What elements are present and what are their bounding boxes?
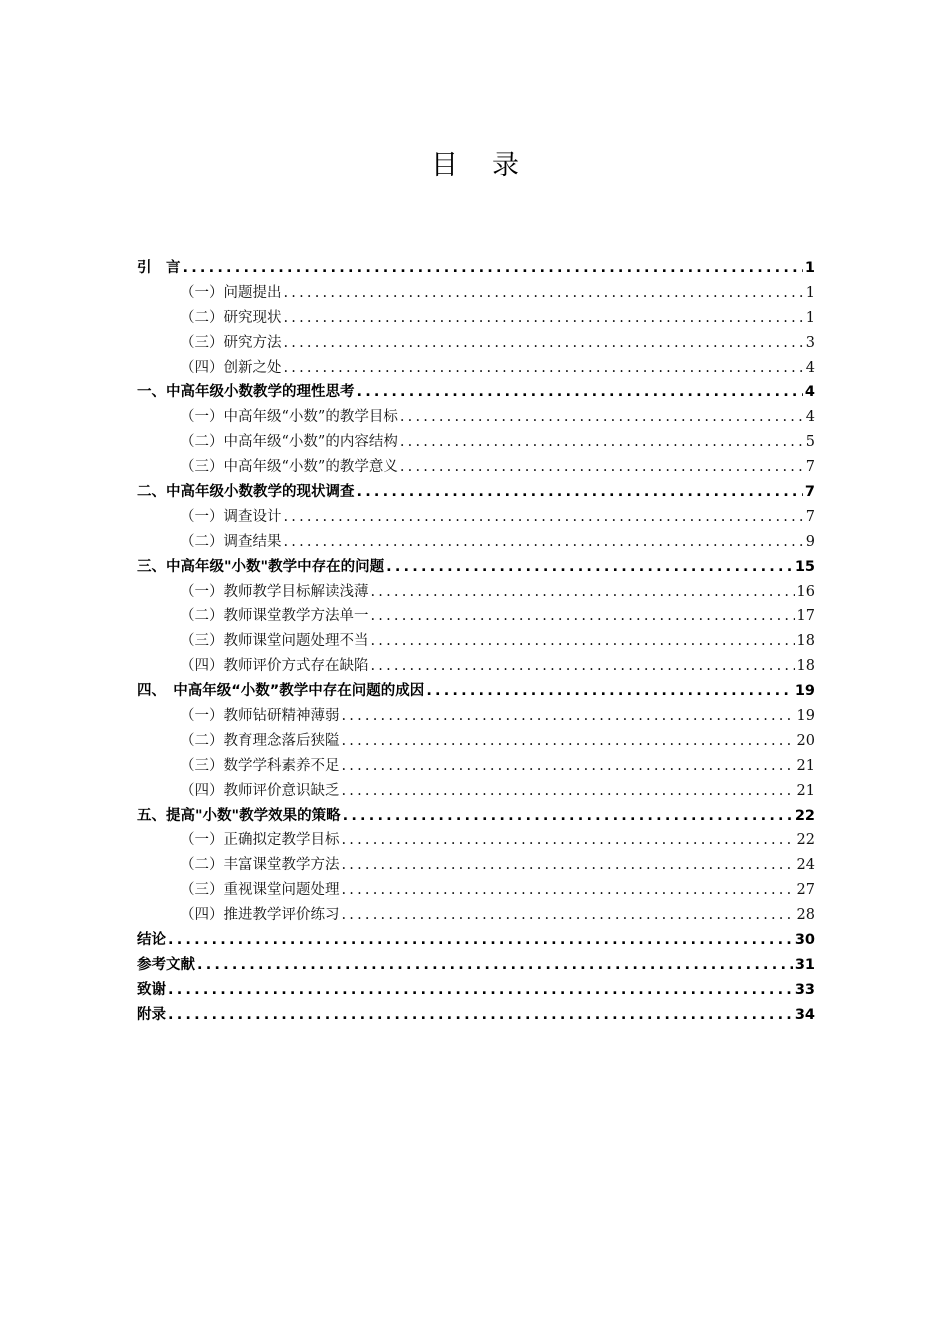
toc-dot-leader: [342, 853, 795, 878]
toc-entry-title: 参考文献: [137, 956, 195, 973]
toc-page-number: 22: [794, 807, 815, 824]
toc-dot-leader: [183, 256, 803, 281]
toc-entry-title: （一）教师钻研精神薄弱: [180, 708, 340, 725]
toc-entry-title: （三）研究方法: [180, 334, 282, 351]
toc-entry-title: （二）调查结果: [180, 533, 282, 550]
toc-page-number: 30: [794, 932, 815, 949]
toc-entry-title: （一）调查设计: [180, 508, 282, 525]
toc-chapter-entry[interactable]: [137, 804, 815, 829]
toc-page-number: 20: [796, 732, 815, 749]
toc-dot-leader: [357, 380, 803, 405]
toc-chapter-entry[interactable]: [137, 555, 815, 580]
toc-dot-leader: [342, 878, 795, 903]
toc-page-number: 3: [805, 334, 815, 351]
toc-section-entry[interactable]: [137, 356, 815, 381]
toc-dot-leader: [371, 629, 795, 654]
toc-entry-title: （一）问题提出: [180, 284, 282, 301]
toc-chapter-entry[interactable]: [137, 928, 815, 953]
toc-section-entry[interactable]: [137, 654, 815, 679]
toc-dot-leader: [342, 704, 795, 729]
toc-dot-leader: [284, 281, 804, 306]
toc-page-number: 24: [796, 857, 815, 874]
toc-page-number: 7: [804, 484, 815, 501]
toc-entry-title: （二）教师课堂教学方法单一: [180, 608, 369, 625]
toc-dot-leader: [426, 679, 793, 704]
toc-chapter-entry[interactable]: [137, 480, 815, 505]
toc-section-entry[interactable]: [137, 878, 815, 903]
toc-entry-title: （三）中高年级“小数”的教学意义: [180, 459, 398, 476]
toc-page-number: 17: [796, 608, 815, 625]
toc-section-entry[interactable]: [137, 430, 815, 455]
toc-page-number: 18: [796, 633, 815, 650]
toc-section-entry[interactable]: [137, 729, 815, 754]
table-of-contents: [137, 256, 815, 1028]
toc-page-number: 28: [796, 907, 815, 924]
toc-dot-leader: [371, 580, 795, 605]
toc-page-number: 18: [796, 658, 815, 675]
toc-page-number: 16: [796, 583, 815, 600]
toc-entry-title: （三）重视课堂问题处理: [180, 882, 340, 899]
toc-entry-title: （一）中高年级“小数”的教学目标: [180, 409, 398, 426]
toc-dot-leader: [168, 1003, 793, 1028]
toc-entry-title: （四）教师评价意识缺乏: [180, 782, 340, 799]
toc-page-number: 22: [796, 832, 815, 849]
toc-dot-leader: [342, 903, 795, 928]
toc-dot-leader: [342, 779, 795, 804]
toc-dot-leader: [168, 978, 793, 1003]
toc-dot-leader: [343, 804, 793, 829]
toc-page-number: 4: [805, 359, 815, 376]
toc-entry-title: （四）推进教学评价练习: [180, 907, 340, 924]
toc-page-number: 9: [805, 533, 815, 550]
toc-dot-leader: [342, 828, 795, 853]
toc-entry-title: 致谢: [137, 981, 166, 998]
toc-page-number: 4: [804, 384, 815, 401]
toc-entry-title: 二、中高年级小数教学的现状调查: [137, 484, 355, 501]
toc-entry-title: （二）丰富课堂教学方法: [180, 857, 340, 874]
toc-entry-title: （二）中高年级“小数”的内容结构: [180, 434, 398, 451]
toc-dot-leader: [284, 306, 804, 331]
toc-chapter-entry[interactable]: [137, 679, 815, 704]
toc-entry-title: 四、 中高年级“小数”教学中存在问题的成因: [137, 683, 425, 700]
toc-entry-title: （二）教育理念落后狭隘: [180, 732, 340, 749]
toc-page-number: 34: [794, 1006, 815, 1023]
page-title: 目录: [431, 150, 553, 181]
toc-entry-title: （一）正确拟定教学目标: [180, 832, 340, 849]
toc-section-entry[interactable]: [137, 853, 815, 878]
toc-page-number: 31: [794, 956, 815, 973]
toc-page-number: 1: [804, 260, 815, 276]
toc-page-number: 19: [794, 683, 815, 700]
toc-section-entry[interactable]: [137, 505, 815, 530]
toc-dot-leader: [284, 530, 804, 555]
toc-page-number: 27: [796, 882, 815, 899]
toc-section-entry[interactable]: [137, 281, 815, 306]
toc-section-entry[interactable]: [137, 704, 815, 729]
toc-entry-title: 一、中高年级小数教学的理性思考: [137, 384, 355, 401]
toc-section-entry[interactable]: [137, 455, 815, 480]
toc-section-entry[interactable]: [137, 604, 815, 629]
toc-dot-leader: [284, 356, 804, 381]
toc-entry-title: （二）研究现状: [180, 309, 282, 326]
toc-dot-leader: [342, 754, 795, 779]
toc-chapter-entry[interactable]: [137, 953, 815, 978]
toc-dot-leader: [342, 729, 795, 754]
toc-page-number: 19: [796, 708, 815, 725]
toc-page-number: 1: [805, 284, 815, 301]
toc-page-number: 15: [794, 558, 815, 575]
toc-chapter-entry[interactable]: [137, 1003, 815, 1028]
toc-page-number: 1: [805, 309, 815, 326]
toc-entry-title: 三、中高年级"小数"教学中存在的问题: [137, 558, 385, 575]
toc-section-entry[interactable]: [137, 306, 815, 331]
toc-dot-leader: [197, 953, 793, 978]
toc-entry-title: （一）教师教学目标解读浅薄: [180, 583, 369, 600]
toc-section-entry[interactable]: [137, 779, 815, 804]
toc-dot-leader: [400, 455, 804, 480]
toc-section-entry[interactable]: [137, 580, 815, 605]
toc-section-entry[interactable]: [137, 828, 815, 853]
toc-chapter-entry[interactable]: [137, 380, 815, 405]
toc-chapter-entry[interactable]: [137, 978, 815, 1003]
toc-dot-leader: [284, 505, 804, 530]
toc-dot-leader: [400, 405, 804, 430]
toc-page-number: 5: [805, 434, 815, 451]
toc-dot-leader: [357, 480, 803, 505]
toc-entry-title: 引 言: [137, 260, 181, 276]
toc-entry-title: （四）创新之处: [180, 359, 282, 376]
toc-dot-leader: [400, 430, 804, 455]
toc-page-number: 21: [796, 782, 815, 799]
toc-section-entry[interactable]: [137, 629, 815, 654]
toc-entry-title: （三）数学学科素养不足: [180, 757, 340, 774]
toc-page-number: 4: [805, 409, 815, 426]
toc-section-entry[interactable]: [137, 331, 815, 356]
toc-section-entry[interactable]: [137, 903, 815, 928]
toc-dot-leader: [386, 555, 793, 580]
toc-page-number: 33: [794, 981, 815, 998]
toc-page-number: 7: [805, 508, 815, 525]
toc-entry-title: （四）教师评价方式存在缺陷: [180, 658, 369, 675]
toc-section-entry[interactable]: [137, 530, 815, 555]
toc-entry-title: 五、提高"小数"教学效果的策略: [137, 807, 341, 824]
toc-page-number: 7: [805, 459, 815, 476]
toc-section-entry[interactable]: [137, 405, 815, 430]
toc-dot-leader: [371, 654, 795, 679]
toc-dot-leader: [284, 331, 804, 356]
toc-dot-leader: [168, 928, 793, 953]
toc-entry-title: 结论: [137, 932, 166, 949]
toc-entry-title: 附录: [137, 1006, 166, 1023]
toc-section-entry[interactable]: [137, 754, 815, 779]
toc-entry-title: （三）教师课堂问题处理不当: [180, 633, 369, 650]
toc-dot-leader: [371, 604, 795, 629]
toc-page-number: 21: [796, 757, 815, 774]
toc-chapter-entry[interactable]: [137, 256, 815, 281]
